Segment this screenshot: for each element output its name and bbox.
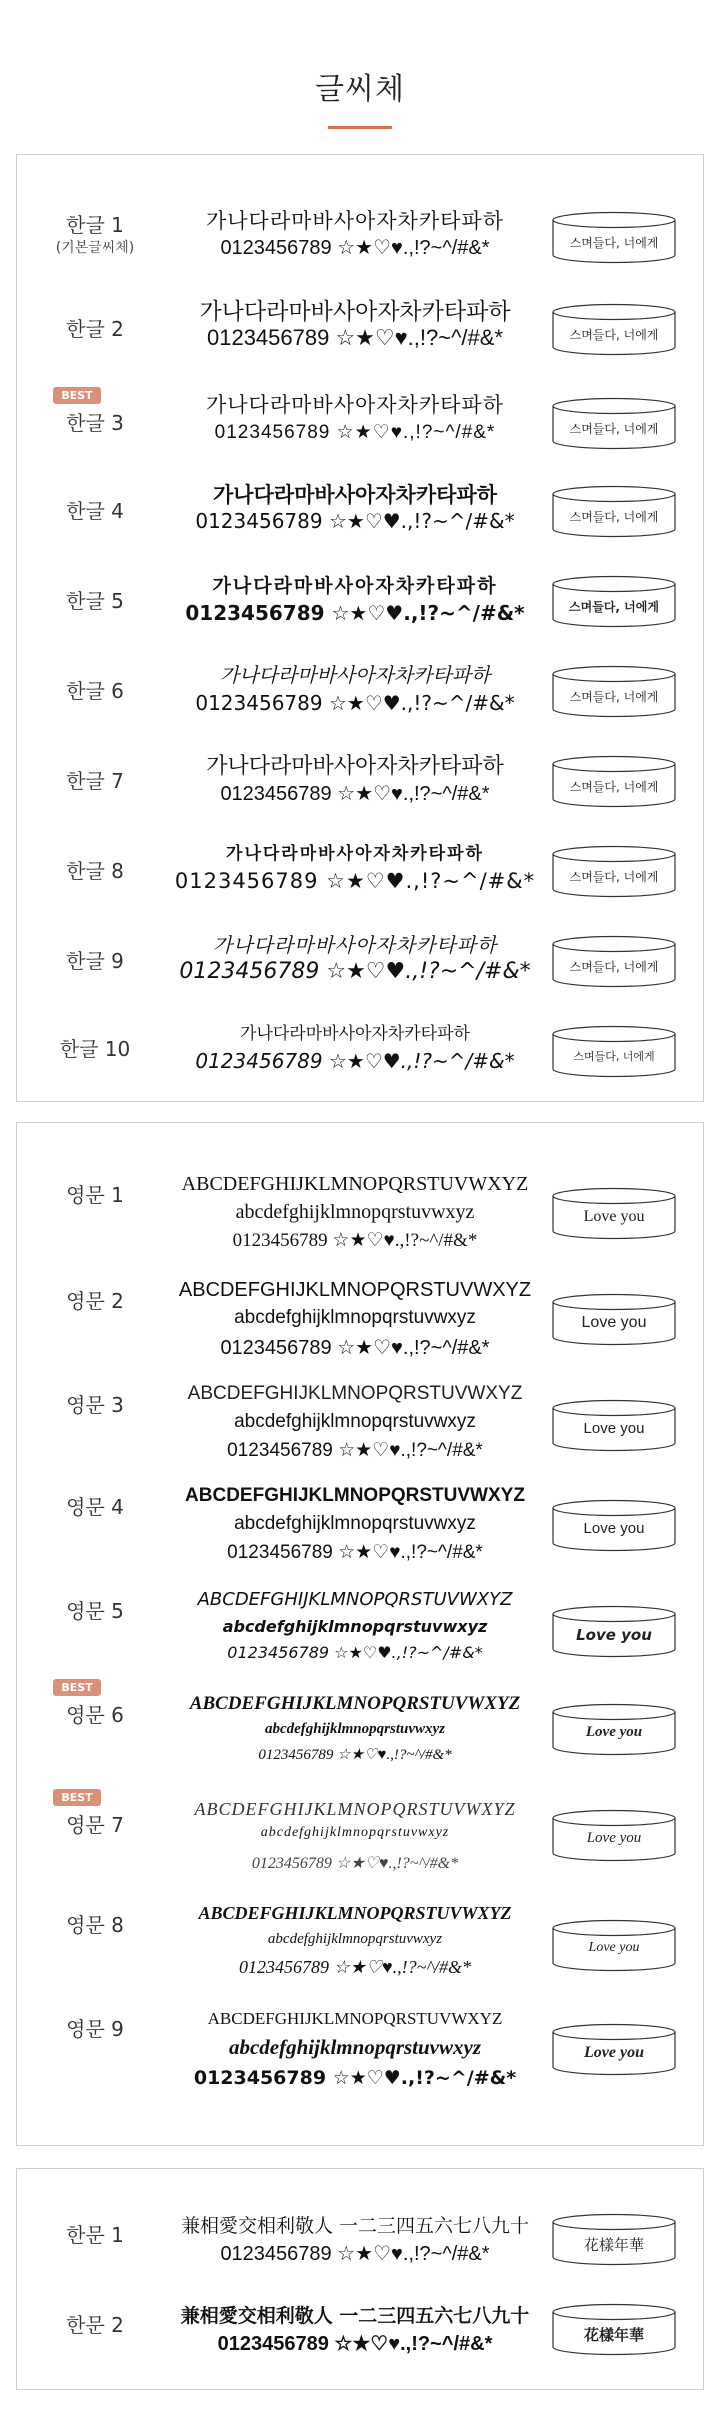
uppercase-sample: ABCDEFGHIJKLMNOPQRSTUVWXYZ: [178, 1279, 532, 1301]
band-preview: Love you: [552, 2023, 676, 2077]
font-row-hangul-2[interactable]: [17, 291, 703, 381]
korean-fonts-panel: [16, 154, 704, 1102]
band-preview: Love you: [552, 1919, 676, 1973]
font-label: 영문 6: [66, 1703, 124, 1727]
font-row-hangul-8[interactable]: [17, 831, 703, 921]
font-row-hangul-4[interactable]: [17, 471, 703, 561]
font-row-english-7[interactable]: [17, 1789, 703, 1885]
numbers-symbols-sample: 0123456789 ☆★♡♥.,!?~^/#&*: [220, 783, 490, 805]
font-row-hanja-1[interactable]: [17, 2209, 703, 2299]
font-label: 한문 2: [66, 2313, 124, 2337]
hanja-sample: 兼相愛交相利敬人 一二三四五六七八九十: [180, 2215, 530, 2237]
numbers-symbols-sample: 0123456789 ☆★♡♥.,!?~^/#&*: [220, 1337, 490, 1359]
font-row-english-5[interactable]: [17, 1589, 703, 1685]
lowercase-sample: abcdefghijklmnopqrstuvwxyz: [235, 1201, 475, 1223]
band-preview: 스며들다, 너에게: [552, 845, 676, 899]
font-label: 영문 3: [66, 1393, 124, 1417]
band-preview: 스며들다, 너에게: [552, 935, 676, 989]
font-row-english-1[interactable]: [17, 1173, 703, 1269]
hanja-sample: 兼相愛交相利敬人 一二三四五六七八九十: [180, 2305, 530, 2327]
font-label: 한글 10: [59, 1037, 131, 1061]
font-row-english-8[interactable]: [17, 1899, 703, 1995]
font-label: 한글 4: [66, 499, 124, 523]
numbers-symbols-sample: 0123456789 ☆★♡♥.,!?~^/#&*: [214, 422, 496, 443]
lowercase-sample: abcdefghijklmnopqrstuvwxyz: [264, 1721, 445, 1737]
hangul-sample: 가나다라마바사아자차카타파하: [206, 753, 504, 778]
font-label: 영문 5: [66, 1599, 124, 1623]
font-row-hangul-9[interactable]: [17, 921, 703, 1011]
font-row-english-6[interactable]: [17, 1679, 703, 1775]
hangul-sample: 가나다라마바사아자차카타파하: [212, 933, 498, 957]
uppercase-sample: ABCDEFGHIJKLMNOPQRSTUVWXYZ: [181, 1173, 529, 1195]
numbers-symbols-sample: 0123456789 ☆★♡♥.,!?~^/#&*: [174, 869, 536, 893]
font-label: 영문 1: [66, 1183, 124, 1207]
hangul-sample: 가나다라마바사아자차카타파하: [212, 483, 497, 507]
hangul-sample: 가나다라마바사아자차카타파하: [240, 1024, 470, 1044]
numbers-symbols-sample: 0123456789 ☆★♡♥.,!?~^/#&*: [227, 1440, 483, 1461]
numbers-symbols-sample: 0123456789 ☆★♡♥.,!?~^/#&*: [193, 2067, 517, 2089]
band-preview: 스며들다, 너에게: [552, 1025, 676, 1079]
lowercase-sample: abcdefghijklmnopqrstuvwxyz: [234, 1513, 476, 1534]
numbers-symbols-sample: 0123456789 ☆★♡♥.,!?~^/#&*: [251, 1855, 459, 1872]
numbers-symbols-sample: 0123456789 ☆★♡♥.,!?~^/#&*: [195, 509, 515, 533]
numbers-symbols-sample: 0123456789 ☆★♡♥.,!?~^/#&*: [232, 1230, 478, 1251]
band-preview: 花樣年華: [552, 2213, 676, 2267]
numbers-symbols-sample: 0123456789 ☆★♡♥.,!?~^/#&*: [217, 2333, 493, 2355]
numbers-symbols-sample: 0123456789 ☆★♡♥.,!?~^/#&*: [227, 1643, 483, 1662]
font-label: 한글 5: [66, 589, 124, 613]
font-row-english-4[interactable]: [17, 1485, 703, 1581]
band-preview: Love you: [552, 1293, 676, 1347]
font-label: 한글 3: [66, 411, 124, 435]
lowercase-sample: abcdefghijklmnopqrstuvwxyz: [260, 1825, 450, 1840]
font-label: 한글 1: [66, 213, 124, 237]
font-row-hangul-3[interactable]: [17, 381, 703, 471]
band-preview: Love you: [552, 1499, 676, 1553]
hangul-sample: 가나다라마바사아자차카타파하: [205, 210, 504, 233]
band-preview: 스며들다, 너에게: [552, 211, 676, 265]
font-label: 한글 8: [66, 859, 124, 883]
uppercase-sample: ABCDEFGHIJKLMNOPQRSTUVWXYZ: [198, 1903, 512, 1923]
band-preview: 스며들다, 너에게: [552, 485, 676, 539]
font-row-hanja-2[interactable]: [17, 2299, 703, 2389]
font-label: 한글 2: [66, 317, 124, 341]
font-sublabel: (기본글씨체): [55, 240, 135, 256]
numbers-symbols-sample: 0123456789 ☆★♡♥.,!?~^/#&*: [206, 325, 504, 350]
numbers-symbols-sample: 0123456789 ☆★♡♥.,!?~^/#&*: [220, 2243, 490, 2265]
page-title: 글씨체: [315, 72, 405, 107]
uppercase-sample: ABCDEFGHIJKLMNOPQRSTUVWXYZ: [187, 1383, 523, 1404]
band-preview: 스며들다, 너에게: [552, 575, 676, 629]
hangul-sample: 가나다라마바사아자차카타파하: [226, 844, 484, 864]
lowercase-sample: abcdefghijklmnopqrstuvwxyz: [267, 1931, 443, 1947]
band-preview: Love you: [552, 1399, 676, 1453]
best-badge: BEST: [53, 1679, 101, 1696]
font-label: 영문 9: [66, 2017, 124, 2041]
numbers-symbols-sample: 0123456789 ☆★♡♥.,!?~^/#&*: [185, 601, 525, 625]
hangul-sample: 가나다라마바사아자차카타파하: [205, 394, 504, 417]
font-row-english-3[interactable]: [17, 1383, 703, 1479]
lowercase-sample: abcdefghijklmnopqrstuvwxyz: [234, 1307, 476, 1328]
font-label: 한글 9: [66, 949, 124, 973]
numbers-symbols-sample: 0123456789 ☆★♡♥.,!?~^/#&*: [227, 1542, 483, 1563]
hangul-sample: 가나다라마바사아자차카타파하: [219, 663, 491, 687]
font-row-english-9[interactable]: [17, 2005, 703, 2115]
best-badge: BEST: [53, 387, 101, 404]
font-row-hangul-6[interactable]: [17, 651, 703, 741]
font-label: 영문 8: [66, 1913, 124, 1937]
uppercase-sample: ABCDEFGHIJKLMNOPQRSTUVWXYZ: [197, 1589, 513, 1610]
title-underline: [328, 126, 392, 129]
best-badge: BEST: [53, 1789, 101, 1806]
band-preview: Love you: [552, 1809, 676, 1863]
band-preview: Love you: [552, 1187, 676, 1241]
uppercase-sample: ABCDEFGHIJKLMNOPQRSTUVWXYZ: [207, 2009, 503, 2028]
numbers-symbols-sample: 0123456789 ☆★♡♥.,!?~^/#&*: [179, 959, 531, 984]
hanja-fonts-panel: [16, 2168, 704, 2390]
numbers-symbols-sample: 0123456789 ☆★♡♥.,!?~^/#&*: [239, 1957, 471, 1977]
font-row-hangul-10[interactable]: [17, 1011, 703, 1101]
band-preview: 花樣年華: [552, 2303, 676, 2357]
numbers-symbols-sample: 0123456789 ☆★♡♥.,!?~^/#&*: [195, 691, 515, 715]
band-preview: 스며들다, 너에게: [552, 397, 676, 451]
lowercase-sample: abcdefghijklmnopqrstuvwxyz: [228, 2035, 481, 2059]
numbers-symbols-sample: 0123456789 ☆★♡♥.,!?~^/#&*: [258, 1747, 452, 1763]
band-preview: Love you: [552, 1703, 676, 1757]
font-row-hangul-7[interactable]: [17, 741, 703, 831]
font-row-english-2[interactable]: [17, 1279, 703, 1375]
numbers-symbols-sample: 0123456789 ☆★♡♥.,!?~^/#&*: [220, 237, 490, 259]
english-fonts-panel: [16, 1122, 704, 2146]
lowercase-sample: abcdefghijklmnopqrstuvwxyz: [234, 1411, 476, 1432]
band-preview: Love you: [552, 1605, 676, 1659]
font-row-hangul-5[interactable]: [17, 561, 703, 651]
hangul-sample: 가나다라마바사아자차카타파하: [212, 575, 498, 597]
font-label: 한글 7: [66, 769, 124, 793]
band-preview: 스며들다, 너에게: [552, 755, 676, 809]
uppercase-sample: ABCDEFGHIJKLMNOPQRSTUVWXYZ: [185, 1485, 525, 1506]
uppercase-sample: ABCDEFGHIJKLMNOPQRSTUVWXYZ: [189, 1693, 521, 1714]
numbers-symbols-sample: 0123456789 ☆★♡♥.,!?~^/#&*: [195, 1049, 515, 1073]
font-label: 영문 4: [66, 1495, 124, 1519]
font-row-hangul-1[interactable]: [17, 201, 703, 291]
font-label: 한문 1: [66, 2223, 124, 2247]
uppercase-sample: ABCDEFGHIJKLMNOPQRSTUVWXYZ: [194, 1799, 516, 1819]
band-preview: 스며들다, 너에게: [552, 303, 676, 357]
lowercase-sample: abcdefghijklmnopqrstuvwxyz: [222, 1617, 488, 1636]
band-preview: 스며들다, 너에게: [552, 665, 676, 719]
hangul-sample: 가나다라마바사아자차카타파하: [199, 298, 511, 324]
font-label: 영문 7: [66, 1813, 124, 1837]
font-label: 한글 6: [66, 679, 124, 703]
font-label: 영문 2: [66, 1289, 124, 1313]
